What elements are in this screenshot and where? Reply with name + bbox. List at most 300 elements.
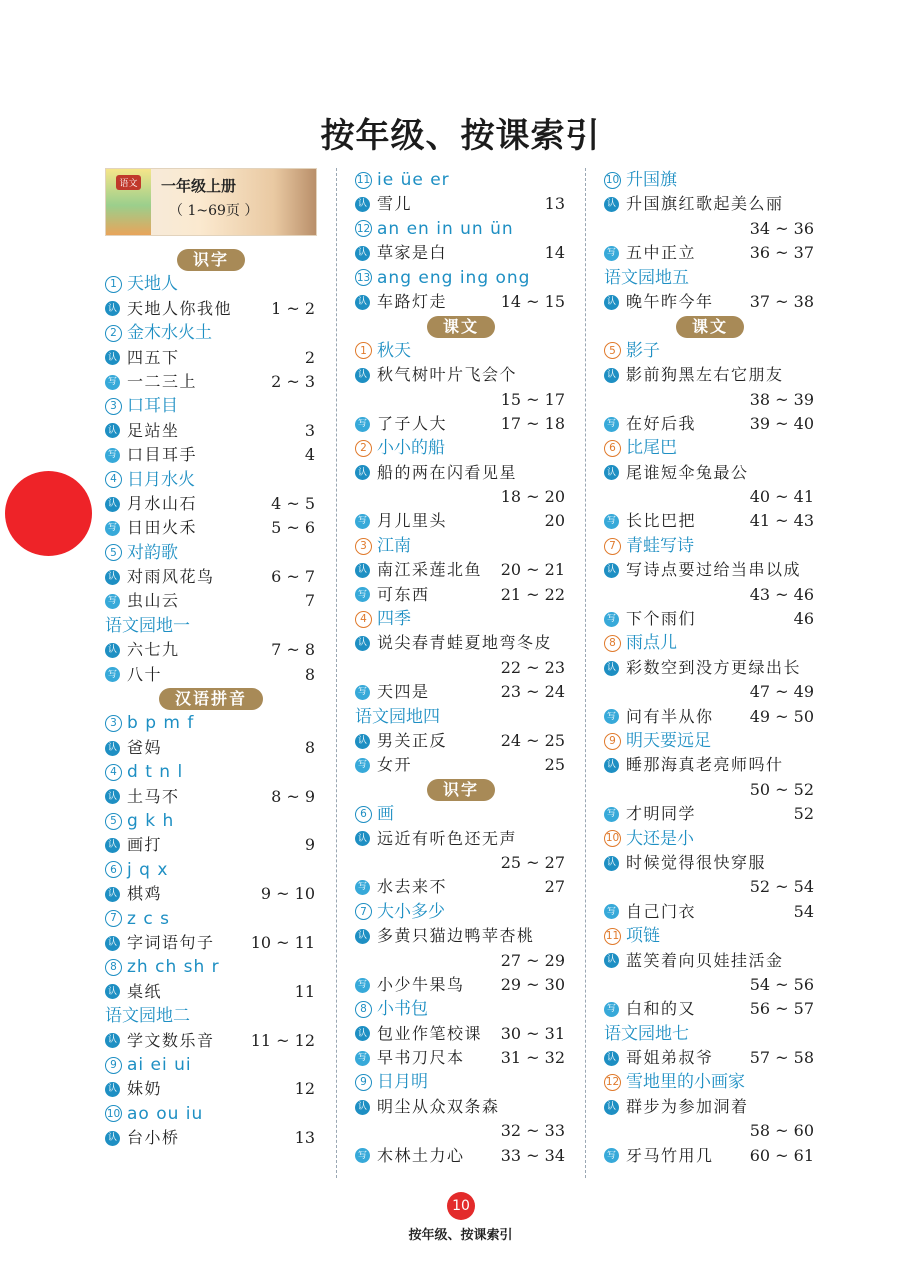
entry-page-continuation [355, 851, 567, 875]
entry-characters: 早书刀尺本 [377, 1048, 465, 1068]
character-entry [604, 1046, 816, 1070]
lesson-heading [355, 339, 567, 363]
recognize-icon: 认 [105, 423, 120, 438]
page-number-badge: 10 [447, 1192, 475, 1220]
chinese-garden-heading [604, 266, 816, 290]
recognize-icon: 认 [604, 563, 619, 578]
lesson-heading [604, 1070, 816, 1094]
lesson-number-badge: 9 [355, 1074, 372, 1091]
lesson-number-badge: 6 [355, 806, 372, 823]
lesson-number-badge: 7 [604, 538, 621, 555]
entry-characters: 水去来不 [377, 877, 448, 897]
lesson-heading [355, 607, 567, 631]
character-entry [105, 346, 317, 370]
entry-page: 1 ~ 2 [271, 298, 315, 318]
garden-title: 语文园地四 [355, 706, 440, 727]
character-entry [604, 705, 816, 729]
lesson-number-badge: 11 [604, 928, 621, 945]
entry-page: 13 [544, 194, 565, 214]
character-entry [355, 1144, 567, 1168]
entry-page-continuation [604, 875, 816, 899]
entry-page: 33 ~ 34 [500, 1145, 565, 1165]
entry-characters: 远近有听色还无声 [377, 828, 518, 848]
entry-page: 2 ~ 3 [271, 371, 315, 391]
lesson-number-badge: 6 [604, 440, 621, 457]
entry-page: 58 ~ 60 [749, 1121, 814, 1141]
write-icon: 写 [105, 594, 120, 609]
lesson-number-badge: 12 [604, 1074, 621, 1091]
entry-page: 11 [294, 981, 315, 1001]
write-icon: 写 [105, 448, 120, 463]
write-icon: 写 [105, 667, 120, 682]
entry-characters: 学文数乐音 [127, 1030, 215, 1050]
grade-page-range: （ 1~69页 ） [169, 203, 259, 219]
entry-characters: 长比巴把 [626, 511, 697, 531]
lesson-number-badge: 5 [105, 813, 122, 830]
lesson-title: 天地人 [127, 274, 178, 295]
lesson-heading [604, 534, 816, 558]
entry-characters: 多黄只猫边鸭苹杏桃 [377, 926, 535, 946]
character-entry [105, 492, 317, 516]
entry-page: 34 ~ 36 [749, 218, 814, 238]
recognize-icon: 认 [355, 636, 370, 651]
write-icon: 写 [604, 709, 619, 724]
entry-page: 22 ~ 23 [500, 657, 565, 677]
lesson-title: j q x [127, 859, 169, 880]
character-entry [355, 412, 567, 436]
lesson-title: 影子 [626, 340, 660, 361]
character-entry [604, 851, 816, 875]
section-label: 课文 [427, 316, 495, 338]
entry-page: 36 ~ 37 [749, 243, 814, 263]
character-entry [355, 924, 567, 948]
entry-characters: 四五下 [127, 347, 180, 367]
entry-characters: 牙马竹用几 [626, 1145, 714, 1165]
character-entry [105, 785, 317, 809]
character-entry [604, 900, 816, 924]
index-column-1 [105, 168, 317, 1150]
character-entry [604, 802, 816, 826]
entry-characters: 彩数空到没方更绿出长 [626, 657, 802, 677]
entry-characters: 一二三上 [127, 371, 198, 391]
entry-page: 21 ~ 22 [500, 584, 565, 604]
character-entry [105, 931, 317, 955]
character-entry [105, 638, 317, 662]
entry-characters: 影前狗黑左右它朋友 [626, 365, 784, 385]
lesson-number-badge: 1 [355, 342, 372, 359]
character-entry [105, 663, 317, 687]
lesson-number-badge: 12 [355, 220, 372, 237]
lesson-heading [105, 907, 317, 931]
lesson-number-badge: 1 [105, 276, 122, 293]
write-icon: 写 [604, 246, 619, 261]
entry-characters: 口目耳手 [127, 445, 198, 465]
recognize-icon: 认 [105, 789, 120, 804]
entry-page: 54 [793, 901, 814, 921]
character-entry [355, 363, 567, 387]
lesson-title: g k h [127, 810, 175, 831]
character-entry [355, 1095, 567, 1119]
entry-page: 9 [304, 835, 315, 855]
write-icon: 写 [355, 514, 370, 529]
lesson-heading [105, 272, 317, 296]
lesson-heading [105, 541, 317, 565]
lesson-number-badge: 10 [604, 172, 621, 189]
character-entry [105, 1029, 317, 1053]
recognize-icon: 认 [105, 350, 120, 365]
entry-characters: 才明同学 [626, 804, 697, 824]
character-entry [105, 297, 317, 321]
lesson-title: 画 [377, 804, 394, 825]
entry-page: 4 [304, 445, 315, 465]
character-entry [355, 631, 567, 655]
recognize-icon: 认 [604, 1051, 619, 1066]
red-circle-marker [5, 471, 92, 556]
recognize-icon: 认 [604, 368, 619, 383]
entry-page: 50 ~ 52 [749, 779, 814, 799]
entry-characters: 月儿里头 [377, 511, 448, 531]
recognize-icon: 认 [105, 1131, 120, 1146]
lesson-number-badge: 4 [105, 471, 122, 488]
write-icon: 写 [604, 807, 619, 822]
section-label: 课文 [676, 316, 744, 338]
entry-page: 18 ~ 20 [500, 487, 565, 507]
entry-page: 7 [304, 591, 315, 611]
character-entry [105, 833, 317, 857]
lesson-heading [355, 266, 567, 290]
entry-page: 6 ~ 7 [271, 567, 315, 587]
entry-characters: 了子人大 [377, 413, 448, 433]
lesson-title: 雨点儿 [626, 633, 677, 654]
garden-title: 语文园地七 [604, 1023, 689, 1044]
character-entry [604, 192, 816, 216]
character-entry [105, 370, 317, 394]
entry-characters: 自己门衣 [626, 901, 697, 921]
entry-page: 5 ~ 6 [271, 518, 315, 538]
recognize-icon: 认 [604, 856, 619, 871]
lesson-title: 日月水火 [127, 469, 195, 490]
entry-characters: 秋气树叶片飞会个 [377, 365, 518, 385]
write-icon: 写 [355, 978, 370, 993]
recognize-icon: 认 [604, 465, 619, 480]
section-label: 汉语拼音 [159, 688, 263, 710]
entry-characters: 雪儿 [377, 194, 413, 214]
lesson-heading [604, 168, 816, 192]
character-entry [105, 589, 317, 613]
lesson-heading [105, 1053, 317, 1077]
recognize-icon: 认 [355, 197, 370, 212]
lesson-title: b p m f [127, 713, 195, 734]
entry-page-continuation [604, 680, 816, 704]
lesson-number-badge: 10 [604, 830, 621, 847]
lesson-heading [355, 900, 567, 924]
recognize-icon: 认 [105, 643, 120, 658]
character-entry [355, 241, 567, 265]
grade-name: 一年级上册 [161, 177, 237, 195]
lesson-heading [604, 827, 816, 851]
character-entry [105, 980, 317, 1004]
entry-characters: 时候觉得很快穿服 [626, 852, 767, 872]
lesson-heading [355, 168, 567, 192]
lesson-title: 对韵歌 [127, 542, 178, 563]
entry-characters: 包业作笔校课 [377, 1023, 483, 1043]
entry-page: 14 ~ 15 [500, 291, 565, 311]
character-entry [604, 363, 816, 387]
character-entry [355, 729, 567, 753]
lesson-number-badge: 9 [105, 1057, 122, 1074]
entry-characters: 爸妈 [127, 737, 163, 757]
entry-characters: 土马不 [127, 786, 180, 806]
entry-page: 31 ~ 32 [500, 1048, 565, 1068]
entry-characters: 字词语句子 [127, 932, 215, 952]
lesson-number-badge: 11 [355, 172, 372, 189]
garden-title: 语文园地五 [604, 267, 689, 288]
entry-characters: 女开 [377, 755, 413, 775]
character-entry [355, 875, 567, 899]
entry-characters: 下个雨们 [626, 609, 697, 629]
entry-page: 29 ~ 30 [500, 974, 565, 994]
entry-page: 27 ~ 29 [500, 950, 565, 970]
entry-characters: 晚午昨今年 [626, 291, 714, 311]
recognize-icon: 认 [355, 929, 370, 944]
lesson-heading [604, 436, 816, 460]
lesson-heading [604, 631, 816, 655]
entry-characters: 木林土力心 [377, 1145, 465, 1165]
lesson-title: 升国旗 [626, 170, 677, 190]
recognize-icon: 认 [355, 368, 370, 383]
write-icon: 写 [355, 1051, 370, 1066]
entry-page: 23 ~ 24 [500, 682, 565, 702]
lesson-heading [105, 1102, 317, 1126]
entry-characters: 草家是白 [377, 243, 448, 263]
entry-page-continuation [604, 388, 816, 412]
cover-label: 语文 [116, 175, 140, 190]
lesson-title: 江南 [377, 535, 411, 556]
recognize-icon: 认 [604, 295, 619, 310]
section-header [604, 314, 816, 338]
recognize-icon: 认 [105, 984, 120, 999]
write-icon: 写 [355, 685, 370, 700]
entry-page: 30 ~ 31 [500, 1023, 565, 1043]
write-icon: 写 [355, 880, 370, 895]
entry-page: 39 ~ 40 [749, 413, 814, 433]
entry-page: 52 [793, 804, 814, 824]
entry-page: 38 ~ 39 [749, 389, 814, 409]
entry-page: 57 ~ 58 [749, 1048, 814, 1068]
lesson-heading [604, 924, 816, 948]
lesson-heading [105, 468, 317, 492]
lesson-number-badge: 4 [355, 611, 372, 628]
entry-page: 47 ~ 49 [749, 682, 814, 702]
character-entry [355, 973, 567, 997]
entry-page-continuation [604, 485, 816, 509]
entry-page: 46 [793, 609, 814, 629]
lesson-number-badge: 2 [355, 440, 372, 457]
write-icon: 写 [355, 758, 370, 773]
entry-characters: 明尘从众双条森 [377, 1096, 500, 1116]
lesson-number-badge: 8 [105, 959, 122, 976]
lesson-title: 明天要远足 [626, 730, 711, 751]
section-header [105, 248, 317, 272]
column-divider [585, 168, 586, 1178]
recognize-icon: 认 [604, 661, 619, 676]
entry-page-continuation [604, 778, 816, 802]
character-entry [105, 516, 317, 540]
character-entry [604, 949, 816, 973]
entry-page: 7 ~ 8 [271, 640, 315, 660]
entry-page: 52 ~ 54 [749, 877, 814, 897]
character-entry [355, 1046, 567, 1070]
lesson-title: 比尾巴 [626, 438, 677, 459]
entry-page: 20 ~ 21 [500, 560, 565, 580]
chinese-garden-heading [355, 705, 567, 729]
entry-page-continuation [355, 656, 567, 680]
grade-banner [105, 168, 317, 236]
entry-characters: 哥姐弟叔爷 [626, 1048, 714, 1068]
recognize-icon: 认 [604, 1100, 619, 1115]
entry-characters: 写诗点要过给当串以成 [626, 560, 802, 580]
entry-page: 2 [304, 347, 315, 367]
write-icon: 写 [355, 417, 370, 432]
character-entry [604, 412, 816, 436]
lesson-title: z c s [127, 908, 170, 929]
lesson-heading [355, 1070, 567, 1094]
lesson-number-badge: 9 [604, 733, 621, 750]
recognize-icon: 认 [355, 295, 370, 310]
lesson-title: 青蛙写诗 [626, 535, 694, 556]
recognize-icon: 认 [105, 570, 120, 585]
character-entry [355, 583, 567, 607]
lesson-number-badge: 5 [105, 544, 122, 561]
lesson-title: 金木水火土 [127, 323, 212, 344]
section-header [105, 687, 317, 711]
lesson-number-badge: 8 [604, 635, 621, 652]
entry-page-continuation [355, 949, 567, 973]
character-entry [604, 1144, 816, 1168]
lesson-number-badge: 5 [604, 342, 621, 359]
entry-characters: 棋鸡 [127, 884, 163, 904]
character-entry [604, 241, 816, 265]
entry-page-continuation [355, 388, 567, 412]
lesson-title: ang eng ing ong [377, 267, 531, 288]
chinese-garden-heading [105, 1004, 317, 1028]
entry-page: 25 [544, 755, 565, 775]
write-icon: 写 [105, 375, 120, 390]
lesson-title: 大还是小 [626, 828, 694, 849]
entry-characters: 车路灯走 [377, 291, 448, 311]
entry-page: 9 ~ 10 [260, 884, 315, 904]
character-entry [604, 656, 816, 680]
lesson-number-badge: 7 [105, 910, 122, 927]
lesson-title: 日月明 [377, 1072, 428, 1093]
character-entry [355, 509, 567, 533]
character-entry [604, 1095, 816, 1119]
recognize-icon: 认 [355, 563, 370, 578]
entry-page: 54 ~ 56 [749, 974, 814, 994]
write-icon: 写 [604, 1002, 619, 1017]
page-title: 按年级、按课索引 [320, 116, 601, 156]
character-entry [604, 509, 816, 533]
lesson-title: 项链 [626, 926, 660, 947]
entry-characters: 天地人你我他 [127, 298, 233, 318]
character-entry [105, 443, 317, 467]
entry-characters: 男关正反 [377, 730, 448, 750]
character-entry [105, 565, 317, 589]
recognize-icon: 认 [355, 831, 370, 846]
character-entry [105, 1077, 317, 1101]
entry-page: 13 [294, 1128, 315, 1148]
lesson-number-badge: 8 [355, 1001, 372, 1018]
entry-page: 41 ~ 43 [749, 511, 814, 531]
entry-page: 10 ~ 11 [250, 932, 315, 952]
write-icon: 写 [604, 417, 619, 432]
section-label: 识字 [177, 249, 245, 271]
entry-characters: 睡那海真老亮师吗什 [626, 755, 784, 775]
recognize-icon: 认 [105, 887, 120, 902]
character-entry [604, 607, 816, 631]
recognize-icon: 认 [105, 741, 120, 756]
entry-characters: 月水山石 [127, 493, 198, 513]
garden-title: 语文园地一 [105, 615, 190, 636]
character-entry [604, 290, 816, 314]
character-entry [604, 753, 816, 777]
lesson-title: ai ei ui [127, 1054, 192, 1075]
recognize-icon: 认 [105, 1082, 120, 1097]
lesson-heading [604, 339, 816, 363]
lesson-title: 口耳目 [127, 396, 178, 417]
section-header [355, 314, 567, 338]
write-icon: 写 [355, 1148, 370, 1163]
lesson-heading [355, 436, 567, 460]
lesson-number-badge: 3 [105, 398, 122, 415]
character-entry [604, 558, 816, 582]
entry-characters: 说尖春青蛙夏地弯冬皮 [377, 633, 553, 653]
section-header [355, 778, 567, 802]
entry-characters: 群步为参加洞着 [626, 1096, 749, 1116]
lesson-heading [355, 217, 567, 241]
recognize-icon: 认 [105, 936, 120, 951]
lesson-number-badge: 3 [105, 715, 122, 732]
index-column-3 [604, 168, 816, 1168]
lesson-heading [604, 729, 816, 753]
entry-page: 40 ~ 41 [749, 487, 814, 507]
entry-page-continuation [604, 1119, 816, 1143]
entry-page: 8 [304, 664, 315, 684]
lesson-heading [355, 802, 567, 826]
recognize-icon: 认 [105, 1033, 120, 1048]
entry-page: 8 ~ 9 [271, 786, 315, 806]
entry-characters: 问有半从你 [626, 706, 714, 726]
entry-page: 20 [544, 511, 565, 531]
lesson-heading [105, 711, 317, 735]
lesson-number-badge: 6 [105, 861, 122, 878]
garden-title: 语文园地二 [105, 1006, 190, 1027]
entry-page: 56 ~ 57 [749, 999, 814, 1019]
entry-page: 43 ~ 46 [749, 584, 814, 604]
entry-characters: 虫山云 [127, 591, 180, 611]
character-entry [355, 753, 567, 777]
lesson-title: ie üe er [377, 170, 450, 190]
entry-page: 37 ~ 38 [749, 291, 814, 311]
character-entry [604, 997, 816, 1021]
entry-characters: 天四是 [377, 682, 430, 702]
recognize-icon: 认 [355, 1026, 370, 1041]
entry-characters: 尾谁短伞兔最公 [626, 462, 749, 482]
character-entry [105, 736, 317, 760]
entry-page: 25 ~ 27 [500, 852, 565, 872]
entry-characters: 南江采莲北鱼 [377, 560, 483, 580]
recognize-icon: 认 [604, 197, 619, 212]
